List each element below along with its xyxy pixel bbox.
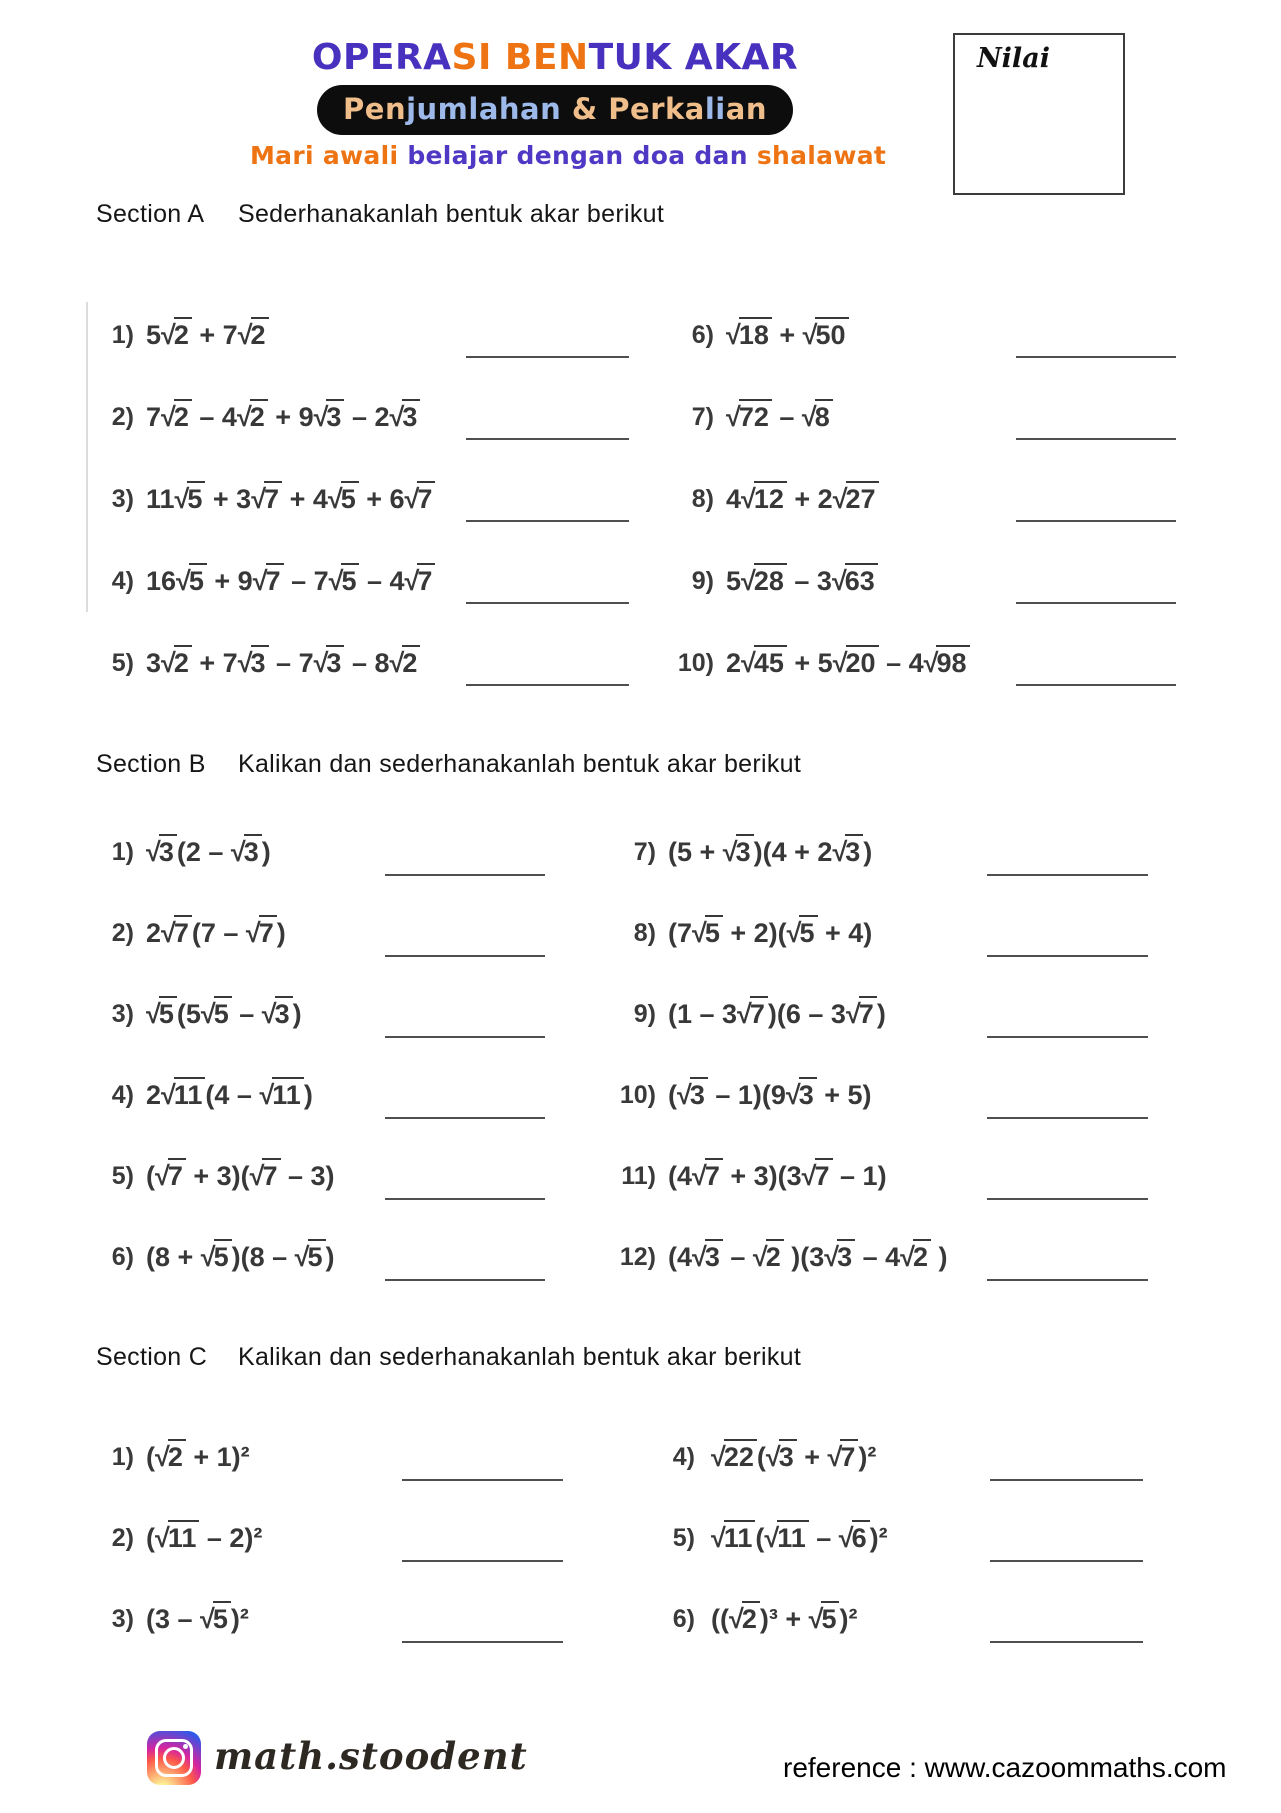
problem-expression: 5√28 – 3√63 [726,566,878,597]
problem-row [618,893,1203,974]
text-segment: TUK AKAR [588,37,799,78]
problem-expression: 3√2 + 7√3 – 7√3 – 8√2 [146,648,420,679]
sqrt-radical: √2 [753,1242,784,1272]
problem-row [618,1136,1203,1217]
section-c-title: Section C [96,1343,208,1371]
sqrt-radical: √7 [405,566,436,596]
answer-blank-line [385,1279,545,1281]
sqrt-radical: √2 [161,402,192,432]
sqrt-radical: √2 [900,1242,931,1272]
section-a-header [96,200,664,229]
reference-text: reference : www.cazoommaths.com [783,1752,1227,1783]
problem-expression: ((√2 )³ + √5 )² [711,1604,857,1635]
problem-number: 3) [111,1000,134,1028]
problem-number: 9) [691,566,714,595]
problem-row [657,1498,1242,1579]
sqrt-radical: √7 [155,1161,186,1191]
sqrt-radical: √22 [711,1442,757,1472]
answer-blank-line [987,1036,1148,1038]
answer-blank-line [385,1198,545,1200]
problem-expression: (4√7 + 3)(3√7 – 1) [668,1161,887,1192]
text-segment: OPERA [311,37,452,78]
problem-expression: 2√45 + 5√20 – 4√98 [726,648,970,679]
camera-flash-dot-icon [183,1744,188,1749]
problem-expression: (√2 + 1)² [146,1442,250,1473]
sqrt-radical: √3 [262,999,293,1029]
sqrt-radical: √7 [253,566,284,596]
sqrt-radical: √3 [238,648,269,678]
answer-blank-line [987,1117,1148,1119]
answer-blank-line [385,1117,545,1119]
sqrt-radical: √45 [741,648,787,678]
camera-lens-icon [163,1747,185,1769]
problem-row [618,1055,1203,1136]
problem-expression: 5√2 + 7√2 [146,320,269,351]
sqrt-radical: √5 [329,566,360,596]
problem-row [676,540,1261,622]
answer-blank-line [466,684,629,686]
sqrt-radical: √11 [259,1080,303,1110]
answer-blank-line [1016,356,1176,358]
problem-number: 5) [111,648,134,677]
answer-blank-line [466,602,629,604]
answer-blank-line [385,955,545,957]
sqrt-radical: √7 [802,1161,833,1191]
sqrt-radical: √5 [201,1242,232,1272]
problem-expression: (1 – 3√7 )(6 – 3√7 ) [668,999,886,1030]
problem-expression: 11√5 + 3√7 + 4√5 + 6√7 [146,484,435,515]
problem-row [618,812,1203,893]
sqrt-radical: √3 [766,1442,797,1472]
sqrt-radical: √2 [161,320,192,350]
problem-number: 6) [691,320,714,349]
problem-number: 12) [619,1243,656,1271]
problem-row [96,1498,681,1579]
problem-number: 7) [691,402,714,431]
problem-number: 4) [672,1443,695,1471]
answer-blank-line [466,520,629,522]
problem-row [618,974,1203,1055]
problem-row [96,294,681,376]
problem-expression: (√3 – 1)(9√3 + 5) [668,1080,872,1111]
problem-row [676,376,1261,458]
problem-number: 8) [691,484,714,513]
answer-blank-line [990,1479,1143,1481]
problem-number: 2) [111,919,134,947]
section-b-right-column [618,812,1203,1298]
sqrt-radical: √5 [200,1604,231,1634]
sqrt-radical: √2 [729,1604,760,1634]
answer-blank-line [987,1198,1148,1200]
problem-row [96,1417,681,1498]
sqrt-radical: √28 [741,566,787,596]
answer-blank-line [385,874,545,876]
sqrt-radical: √6 [839,1523,870,1553]
text-segment: Pen [343,91,407,126]
answer-blank-line [402,1641,563,1643]
problem-expression: √5 (5√5 – √3 ) [146,999,302,1030]
sqrt-radical: √3 [314,648,345,678]
sqrt-radical: √11 [764,1523,808,1553]
sqrt-radical: √7 [161,918,192,948]
score-box [953,33,1125,195]
answer-blank-line [1016,684,1176,686]
section-b-left-column [96,812,681,1298]
problem-number: 9) [633,1000,656,1028]
problem-expression: 2√11 (4 – √11 ) [146,1080,313,1111]
text-segment: belajar dengan doa dan [407,140,757,170]
instagram-icon [147,1731,201,1785]
sqrt-radical: √3 [146,837,177,867]
answer-blank-line [990,1560,1143,1562]
sqrt-radical: √3 [231,837,262,867]
text-segment: SI [451,37,492,78]
problem-number: 4) [111,566,134,595]
answer-blank-line [402,1479,563,1481]
problem-expression: (√7 + 3)(√7 – 3) [146,1161,335,1192]
sqrt-radical: √3 [692,1242,723,1272]
sqrt-radical: √3 [390,402,421,432]
sqrt-radical: √5 [146,999,177,1029]
problem-number: 6) [111,1243,134,1271]
problem-row [96,812,681,893]
problem-expression: 16√5 + 9√7 – 7√5 – 4√7 [146,566,435,597]
text-segment [492,37,505,78]
section-b-instruction: Kalikan dan sederhanakanlah bentuk akar berikut [238,750,802,778]
section-b-title: Section B [96,750,206,778]
problem-expression: 4√12 + 2√27 [726,484,879,515]
answer-blank-line [1016,438,1176,440]
problem-row [618,1217,1203,1298]
problem-number: 7) [633,838,656,866]
problem-expression: 2√7 (7 – √7 ) [146,918,286,949]
sqrt-radical: √98 [924,648,970,678]
text-segment: Perka [608,91,705,126]
sqrt-radical: √2 [161,648,192,678]
sqrt-radical: √7 [828,1442,859,1472]
problem-number: 1) [111,1443,134,1471]
text-segment: li [704,91,726,126]
problem-number: 3) [111,1605,134,1633]
tagline [250,140,887,170]
problem-row [96,974,681,1055]
section-a-right-column [676,294,1261,704]
sqrt-radical: √27 [833,484,879,514]
problem-expression: (8 + √5 )(8 – √5 ) [146,1242,335,1273]
sqrt-radical: √11 [155,1523,199,1553]
answer-blank-line [1016,602,1176,604]
problem-expression: (5 + √3 )(4 + 2√3 ) [668,837,872,868]
problem-number: 1) [111,838,134,866]
sqrt-radical: √7 [846,999,877,1029]
sqrt-radical: √11 [711,1523,755,1553]
problem-number: 4) [111,1081,134,1109]
sqrt-radical: √5 [328,484,359,514]
sqrt-radical: √3 [723,837,754,867]
problem-row [96,1055,681,1136]
sqrt-radical: √12 [741,484,787,514]
sqrt-radical: √7 [246,918,277,948]
text-segment: an [725,91,767,126]
sqrt-radical: √7 [405,484,436,514]
problem-row [96,540,681,622]
sqrt-radical: √5 [176,566,207,596]
answer-blank-line [402,1560,563,1562]
sqrt-radical: √7 [250,1161,281,1191]
problem-expression: (√11 – 2)² [146,1523,262,1554]
sqrt-radical: √2 [155,1442,186,1472]
answer-blank-line [987,1279,1148,1281]
problem-row [676,458,1261,540]
problem-row [96,622,681,704]
sqrt-radical: √7 [251,484,282,514]
answer-blank-line [987,874,1148,876]
answer-blank-line [1016,520,1176,522]
problem-row [657,1579,1242,1660]
problem-number: 2) [111,1524,134,1552]
text-segment: jumlahan [406,91,562,126]
problem-expression: (3 – √5 )² [146,1604,249,1635]
answer-blank-line [466,356,629,358]
problem-row [657,1417,1242,1498]
sqrt-radical: √63 [832,566,878,596]
text-segment: Mari awali [250,140,408,170]
sqrt-radical: √5 [787,918,818,948]
problem-expression: √22 (√3 + √7 )² [711,1442,876,1473]
sqrt-radical: √50 [803,320,849,350]
worksheet-header [250,37,887,170]
problem-number: 11) [621,1162,656,1190]
problem-expression: √3 (2 – √3 ) [146,837,271,868]
sqrt-radical: √2 [238,320,269,350]
sqrt-radical: √5 [201,999,232,1029]
section-a-left-column [96,294,681,704]
problem-expression: 7√2 – 4√2 + 9√3 – 2√3 [146,402,420,433]
sqrt-radical: √20 [833,648,879,678]
problem-row [96,458,681,540]
sqrt-radical: √3 [824,1242,855,1272]
sqrt-radical: √5 [295,1242,326,1272]
sqrt-radical: √2 [237,402,268,432]
sqrt-radical: √5 [175,484,206,514]
section-a-instruction: Sederhanakanlah bentuk akar berikut [238,200,665,228]
sqrt-radical: √3 [832,837,863,867]
score-label: Nilai [977,43,1050,74]
sqrt-radical: √18 [726,320,772,350]
problem-number: 3) [111,484,134,513]
sqrt-radical: √72 [726,402,772,432]
text-segment: shalawat [756,140,887,170]
problem-row [96,1217,681,1298]
sqrt-radical: √8 [802,402,833,432]
problem-expression: (4√3 – √2 )(3√3 – 4√2 ) [668,1242,948,1273]
problem-row [96,1579,681,1660]
problem-number: 10) [677,648,714,677]
subtitle-badge [317,85,793,135]
text-segment: BEN [504,37,589,78]
text-segment: & [561,91,609,126]
problem-number: 8) [633,919,656,947]
problem-expression: √18 + √50 [726,320,849,351]
problem-number: 6) [672,1605,695,1633]
sqrt-radical: √7 [737,999,768,1029]
problem-row [96,893,681,974]
answer-blank-line [990,1641,1143,1643]
sqrt-radical: √11 [161,1080,205,1110]
sqrt-radical: √2 [390,648,421,678]
section-c-header [96,1343,801,1372]
problem-number: 5) [111,1162,134,1190]
problem-number: 2) [111,402,134,431]
sqrt-radical: √3 [786,1080,817,1110]
problem-expression: (7√5 + 2)(√5 + 4) [668,918,872,949]
sqrt-radical: √3 [677,1080,708,1110]
section-c-right-column [657,1417,1242,1660]
problem-expression: √72 – √8 [726,402,833,433]
problem-number: 1) [111,320,134,349]
sqrt-radical: √5 [809,1604,840,1634]
section-b-header [96,750,801,779]
answer-blank-line [385,1036,545,1038]
problem-row [96,1136,681,1217]
section-c-left-column [96,1417,681,1660]
scan-artifact-line [86,302,88,612]
sqrt-radical: √5 [692,918,723,948]
problem-row [676,294,1261,376]
problem-number: 5) [672,1524,695,1552]
section-a-title: Section A [96,200,205,228]
answer-blank-line [987,955,1148,957]
problem-expression: √11 (√11 – √6 )² [711,1523,888,1554]
instagram-handle: math.stoodent [214,1734,528,1778]
sqrt-radical: √3 [314,402,345,432]
section-c-instruction: Kalikan dan sederhanakanlah bentuk akar berikut [238,1343,802,1371]
problem-number: 10) [619,1081,656,1109]
sqrt-radical: √7 [692,1161,723,1191]
problem-row [96,376,681,458]
worksheet-title [250,38,860,78]
problem-row [676,622,1261,704]
answer-blank-line [466,438,629,440]
